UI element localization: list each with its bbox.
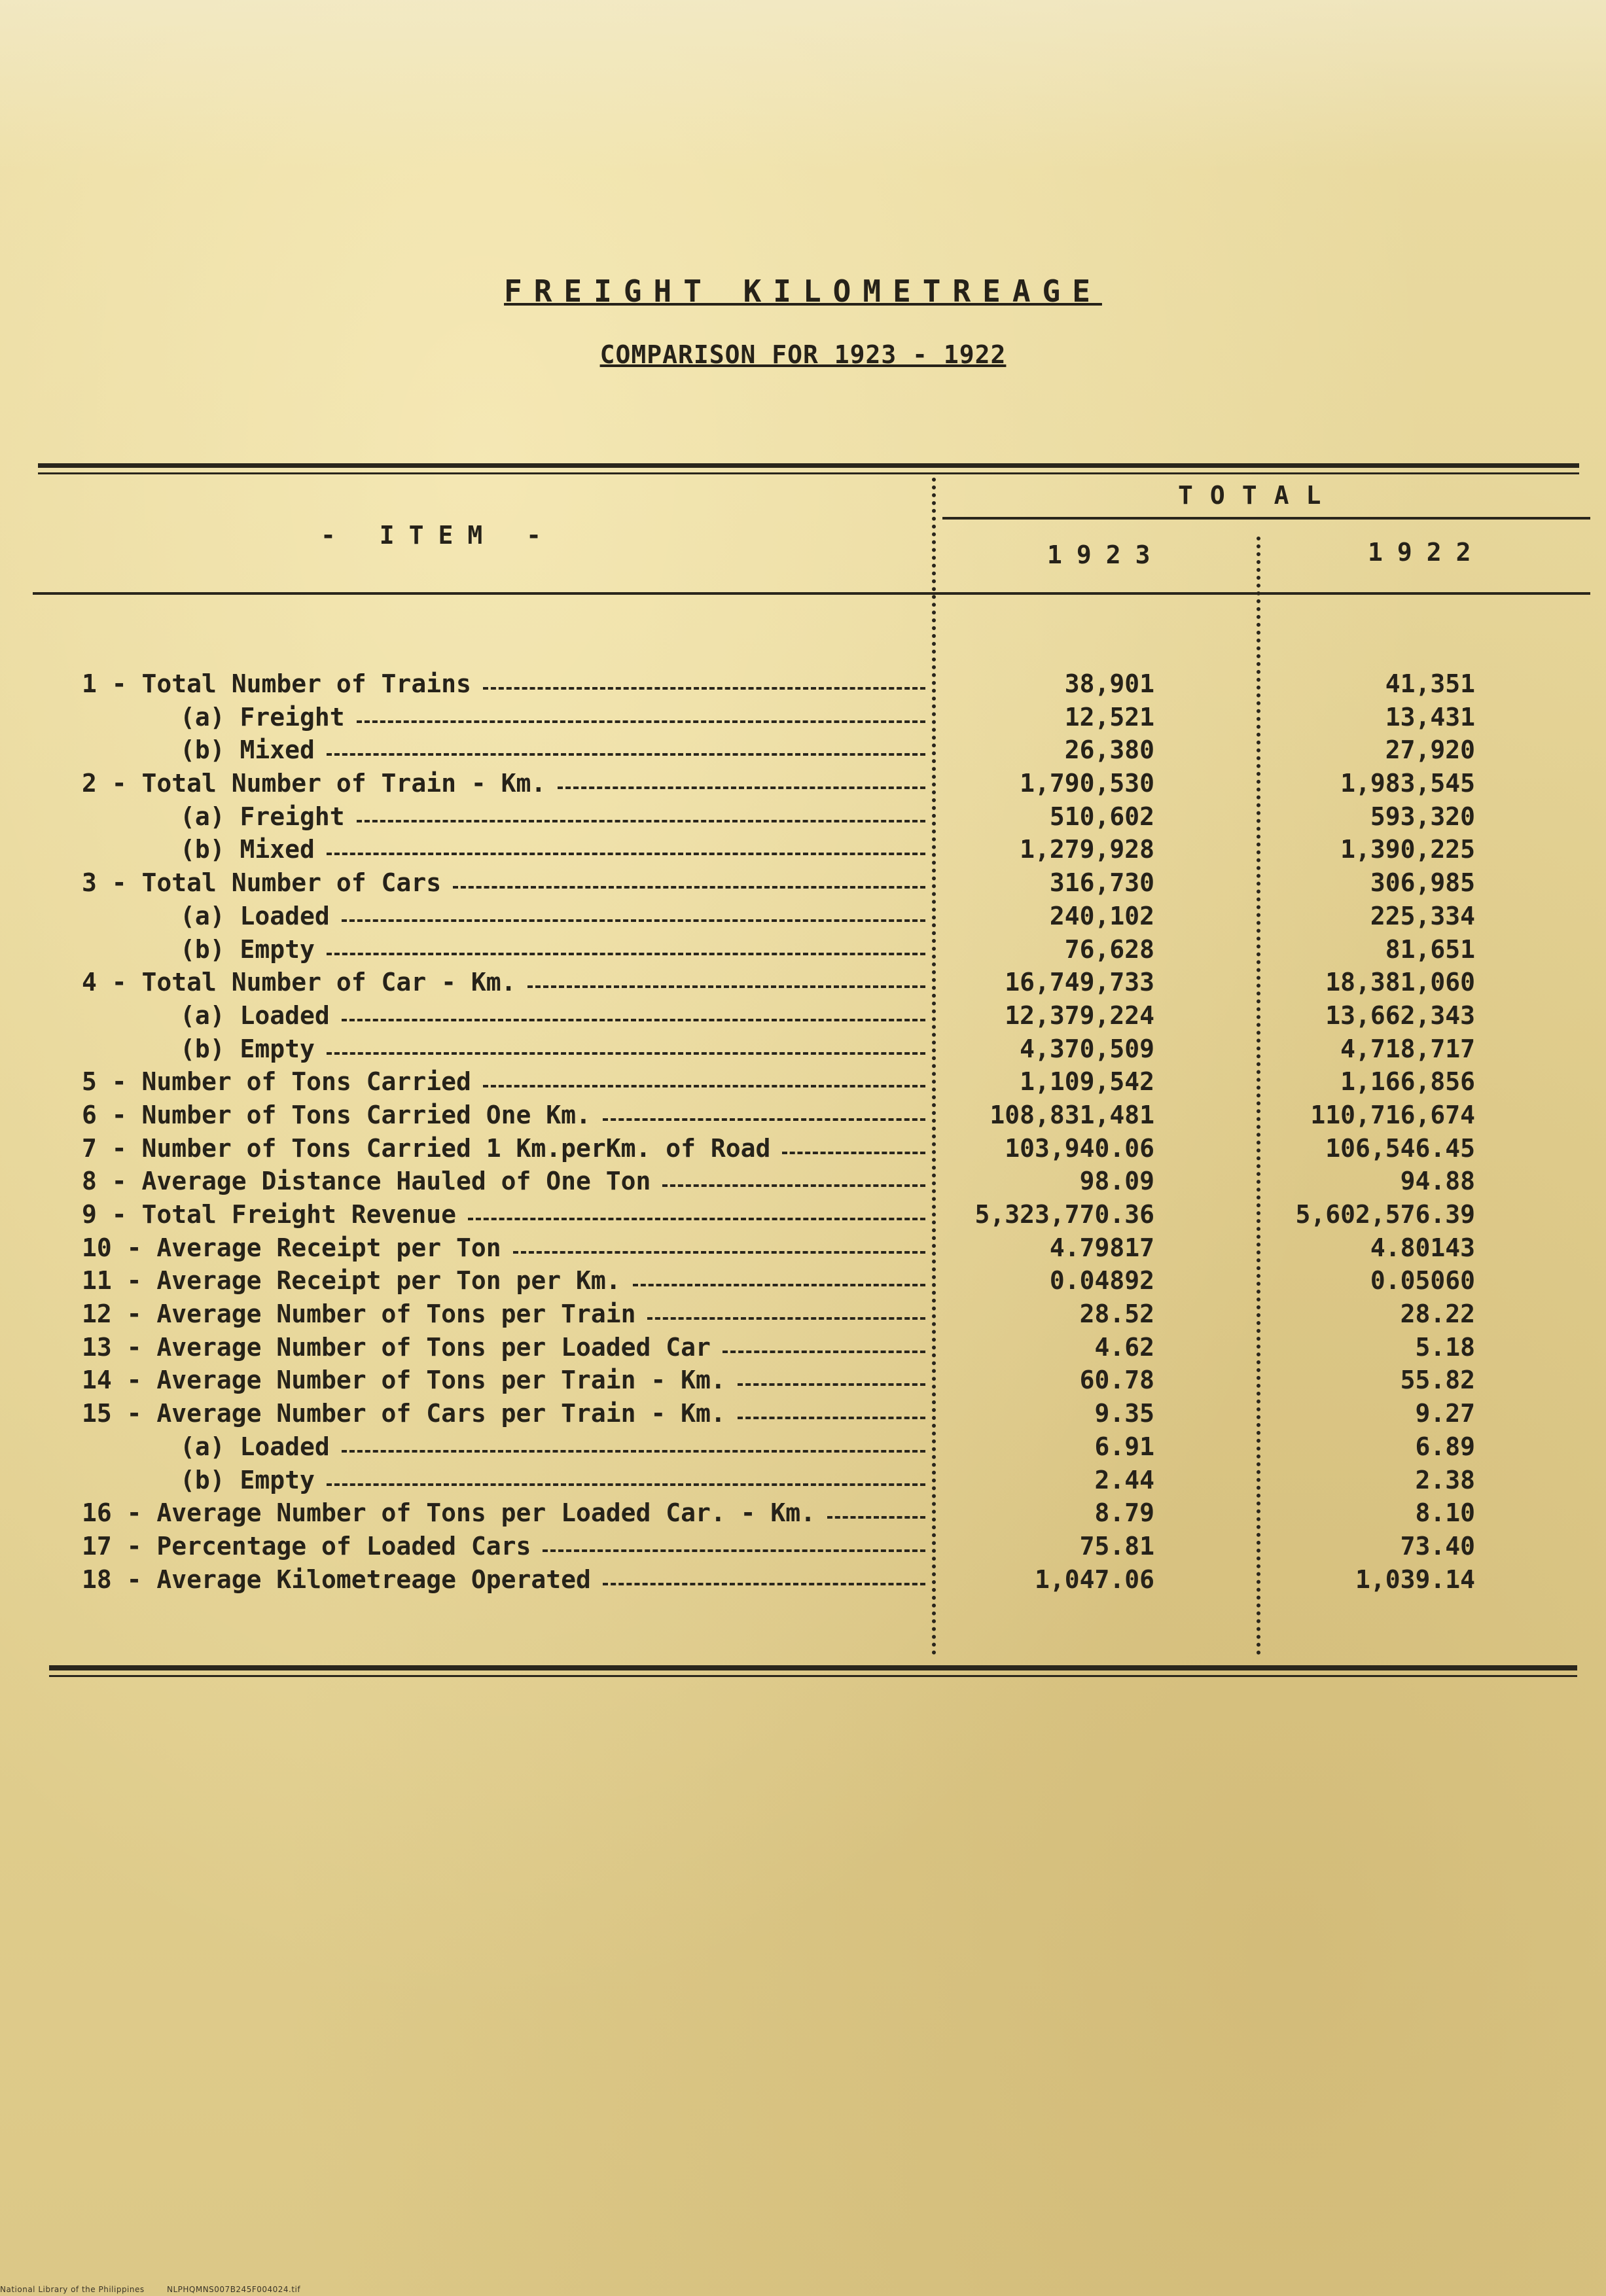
dash-leader bbox=[468, 1218, 925, 1220]
value-1923: 8.79 bbox=[1094, 1498, 1154, 1528]
total-header-rule bbox=[942, 517, 1590, 520]
value-1923: 98.09 bbox=[1079, 1167, 1154, 1196]
table-row bbox=[0, 1231, 1606, 1265]
value-1922: 18,381,060 bbox=[1325, 968, 1475, 997]
value-1923: 0.04892 bbox=[1049, 1266, 1154, 1296]
dash-leader bbox=[723, 1351, 925, 1353]
dash-leader bbox=[483, 687, 925, 690]
value-1922: 94.88 bbox=[1400, 1167, 1475, 1196]
dash-leader bbox=[827, 1516, 925, 1519]
value-1922: 225,334 bbox=[1370, 901, 1475, 930]
value-1922: 73.40 bbox=[1400, 1531, 1475, 1561]
value-1923: 6.91 bbox=[1094, 1432, 1154, 1461]
value-1923: 2.44 bbox=[1094, 1465, 1154, 1494]
row-label: (b) Empty bbox=[180, 1034, 315, 1063]
dash-leader bbox=[483, 1085, 925, 1087]
value-1923: 510,602 bbox=[1049, 802, 1154, 831]
row-label: (b) Mixed bbox=[180, 835, 315, 864]
value-1923: 1,279,928 bbox=[1020, 835, 1154, 864]
table-row bbox=[0, 1430, 1606, 1464]
dash-leader bbox=[327, 953, 925, 955]
table-row bbox=[0, 1496, 1606, 1530]
row-label: (a) Freight bbox=[180, 802, 345, 831]
dash-leader bbox=[357, 820, 925, 822]
value-1922: 106,546.45 bbox=[1325, 1133, 1475, 1163]
value-1922: 13,662,343 bbox=[1325, 1000, 1475, 1030]
value-1922: 8.10 bbox=[1415, 1498, 1475, 1528]
table-row bbox=[0, 1530, 1606, 1563]
row-label: (a) Freight bbox=[180, 702, 345, 732]
value-1923: 38,901 bbox=[1064, 669, 1154, 698]
value-1923: 4.62 bbox=[1094, 1332, 1154, 1362]
document-subtitle: COMPARISON FOR 1923 - 1922 bbox=[599, 340, 1007, 369]
value-1922: 5,602,576.39 bbox=[1295, 1200, 1475, 1229]
table-bottom-rule-thin bbox=[49, 1675, 1577, 1677]
scan-footer bbox=[0, 2285, 320, 2294]
value-1922: 5.18 bbox=[1415, 1332, 1475, 1362]
table-row bbox=[0, 1065, 1606, 1099]
row-label: 7 - Number of Tons Carried 1 Km.perKm. of Road bbox=[82, 1133, 771, 1163]
row-label: 2 - Total Number of Train - Km. bbox=[82, 769, 546, 798]
value-1922: 9.27 bbox=[1415, 1399, 1475, 1428]
row-label: 12 - Average Number of Tons per Train bbox=[82, 1299, 636, 1329]
dash-leader bbox=[342, 919, 925, 922]
table-row bbox=[0, 833, 1606, 866]
row-label: (b) Empty bbox=[180, 1465, 315, 1494]
dash-leader bbox=[327, 1052, 925, 1055]
row-label: 14 - Average Number of Tons per Train - Km. bbox=[82, 1366, 726, 1395]
value-1922: 4,718,717 bbox=[1340, 1034, 1475, 1063]
dash-leader bbox=[633, 1284, 925, 1286]
dash-leader bbox=[662, 1184, 925, 1187]
table-row bbox=[0, 966, 1606, 999]
dash-leader bbox=[603, 1118, 925, 1121]
value-1923: 5,323,770.36 bbox=[974, 1200, 1154, 1229]
value-1923: 26,380 bbox=[1064, 735, 1154, 765]
value-1922: 13,431 bbox=[1385, 702, 1475, 732]
row-label: 1 - Total Number of Trains bbox=[82, 669, 471, 698]
document-title: FREIGHT KILOMETREAGE bbox=[504, 274, 1102, 309]
value-1922: 27,920 bbox=[1385, 735, 1475, 765]
dash-leader bbox=[327, 853, 925, 855]
dash-leader bbox=[527, 985, 925, 988]
table-row bbox=[0, 767, 1606, 800]
row-label: (a) Loaded bbox=[180, 1000, 330, 1030]
row-label: 17 - Percentage of Loaded Cars bbox=[82, 1531, 531, 1561]
dash-leader bbox=[453, 886, 925, 889]
row-label: 8 - Average Distance Hauled of One Ton bbox=[82, 1167, 651, 1196]
dash-leader bbox=[357, 720, 925, 723]
table-row bbox=[0, 933, 1606, 966]
value-1923: 75.81 bbox=[1079, 1531, 1154, 1561]
value-1922: 110,716,674 bbox=[1310, 1100, 1475, 1129]
table-row bbox=[0, 1198, 1606, 1231]
table-row bbox=[0, 800, 1606, 834]
value-1922: 1,390,225 bbox=[1340, 835, 1475, 864]
row-label: 15 - Average Number of Cars per Train - Km. bbox=[82, 1399, 726, 1428]
value-1922: 1,983,545 bbox=[1340, 769, 1475, 798]
row-label: (b) Empty bbox=[180, 934, 315, 964]
table-row bbox=[0, 667, 1606, 701]
row-label: 3 - Total Number of Cars bbox=[82, 868, 442, 898]
row-label: 13 - Average Number of Tons per Loaded Car bbox=[82, 1332, 711, 1362]
dash-leader bbox=[342, 1019, 925, 1021]
year-1923-header: 1923 bbox=[1047, 540, 1165, 569]
dash-leader bbox=[543, 1549, 925, 1552]
dash-leader bbox=[327, 753, 925, 756]
row-label: 16 - Average Number of Tons per Loaded Car. - Km. bbox=[82, 1498, 816, 1528]
row-label: 11 - Average Receipt per Ton per Km. bbox=[82, 1266, 621, 1296]
value-1922: 55.82 bbox=[1400, 1366, 1475, 1395]
value-1922: 0.05060 bbox=[1370, 1266, 1475, 1296]
header-bottom-rule bbox=[33, 592, 1590, 595]
row-label: 9 - Total Freight Revenue bbox=[82, 1200, 456, 1229]
torn-paper-edge bbox=[0, 0, 1606, 170]
value-1923: 103,940.06 bbox=[1005, 1133, 1154, 1163]
value-1923: 4,370,509 bbox=[1020, 1034, 1154, 1063]
value-1923: 60.78 bbox=[1079, 1366, 1154, 1395]
dash-leader bbox=[603, 1583, 925, 1585]
table-row bbox=[0, 1464, 1606, 1497]
value-1923: 1,047.06 bbox=[1034, 1564, 1154, 1594]
table-row bbox=[0, 999, 1606, 1033]
value-1923: 9.35 bbox=[1094, 1399, 1154, 1428]
table-row bbox=[0, 1331, 1606, 1364]
row-label: 5 - Number of Tons Carried bbox=[82, 1067, 471, 1097]
row-label: (a) Loaded bbox=[180, 901, 330, 930]
dash-leader bbox=[558, 786, 925, 789]
table-body bbox=[0, 667, 1606, 1596]
table-row bbox=[0, 1033, 1606, 1066]
year-1922-header: 1922 bbox=[1368, 538, 1486, 567]
row-label: 10 - Average Receipt per Ton bbox=[82, 1233, 501, 1262]
value-1922: 306,985 bbox=[1370, 868, 1475, 898]
table-row bbox=[0, 1132, 1606, 1165]
value-1922: 28.22 bbox=[1400, 1299, 1475, 1329]
value-1922: 6.89 bbox=[1415, 1432, 1475, 1461]
table-row bbox=[0, 701, 1606, 734]
dash-leader bbox=[342, 1450, 925, 1453]
dash-leader bbox=[513, 1251, 925, 1254]
value-1923: 316,730 bbox=[1049, 868, 1154, 898]
value-1923: 28.52 bbox=[1079, 1299, 1154, 1329]
value-1923: 108,831,481 bbox=[990, 1100, 1154, 1129]
table-row bbox=[0, 1298, 1606, 1331]
table-top-rule bbox=[38, 463, 1579, 468]
dash-leader bbox=[647, 1317, 925, 1320]
table-row bbox=[0, 1563, 1606, 1597]
table-bottom-rule bbox=[49, 1665, 1577, 1670]
row-label: (b) Mixed bbox=[180, 735, 315, 765]
value-1922: 81,651 bbox=[1385, 934, 1475, 964]
table-row bbox=[0, 1397, 1606, 1430]
total-column-header: TOTAL bbox=[1178, 481, 1338, 510]
dash-leader bbox=[327, 1483, 925, 1486]
value-1923: 1,109,542 bbox=[1020, 1067, 1154, 1097]
dash-leader bbox=[782, 1152, 925, 1154]
value-1923: 1,790,530 bbox=[1020, 769, 1154, 798]
row-label: 18 - Average Kilometreage Operated bbox=[82, 1564, 591, 1594]
table-row bbox=[0, 900, 1606, 933]
library-credit: National Library of the Philippines bbox=[0, 2285, 145, 2294]
value-1922: 2.38 bbox=[1415, 1465, 1475, 1494]
table-row bbox=[0, 1264, 1606, 1298]
table-row bbox=[0, 733, 1606, 767]
row-label: (a) Loaded bbox=[180, 1432, 330, 1461]
value-1922: 4.80143 bbox=[1370, 1233, 1475, 1262]
row-label: 6 - Number of Tons Carried One Km. bbox=[82, 1100, 591, 1129]
value-1922: 593,320 bbox=[1370, 802, 1475, 831]
value-1923: 12,521 bbox=[1064, 702, 1154, 732]
file-identifier: NLPHQMNS007B245F004024.tif bbox=[166, 2285, 301, 2294]
row-label: 4 - Total Number of Car - Km. bbox=[82, 968, 516, 997]
table-row bbox=[0, 1099, 1606, 1132]
value-1922: 1,039.14 bbox=[1355, 1564, 1475, 1594]
table-row bbox=[0, 866, 1606, 900]
table-row bbox=[0, 1364, 1606, 1397]
value-1923: 16,749,733 bbox=[1005, 968, 1154, 997]
item-column-header: - ITEM - bbox=[321, 521, 556, 550]
table-row bbox=[0, 1165, 1606, 1198]
value-1923: 240,102 bbox=[1049, 901, 1154, 930]
table-top-rule-thin bbox=[38, 472, 1579, 474]
dash-leader bbox=[738, 1383, 925, 1386]
value-1923: 4.79817 bbox=[1049, 1233, 1154, 1262]
value-1923: 12,379,224 bbox=[1005, 1000, 1154, 1030]
value-1922: 1,166,856 bbox=[1340, 1067, 1475, 1097]
value-1923: 76,628 bbox=[1064, 934, 1154, 964]
value-1922: 41,351 bbox=[1385, 669, 1475, 698]
dash-leader bbox=[738, 1417, 925, 1419]
